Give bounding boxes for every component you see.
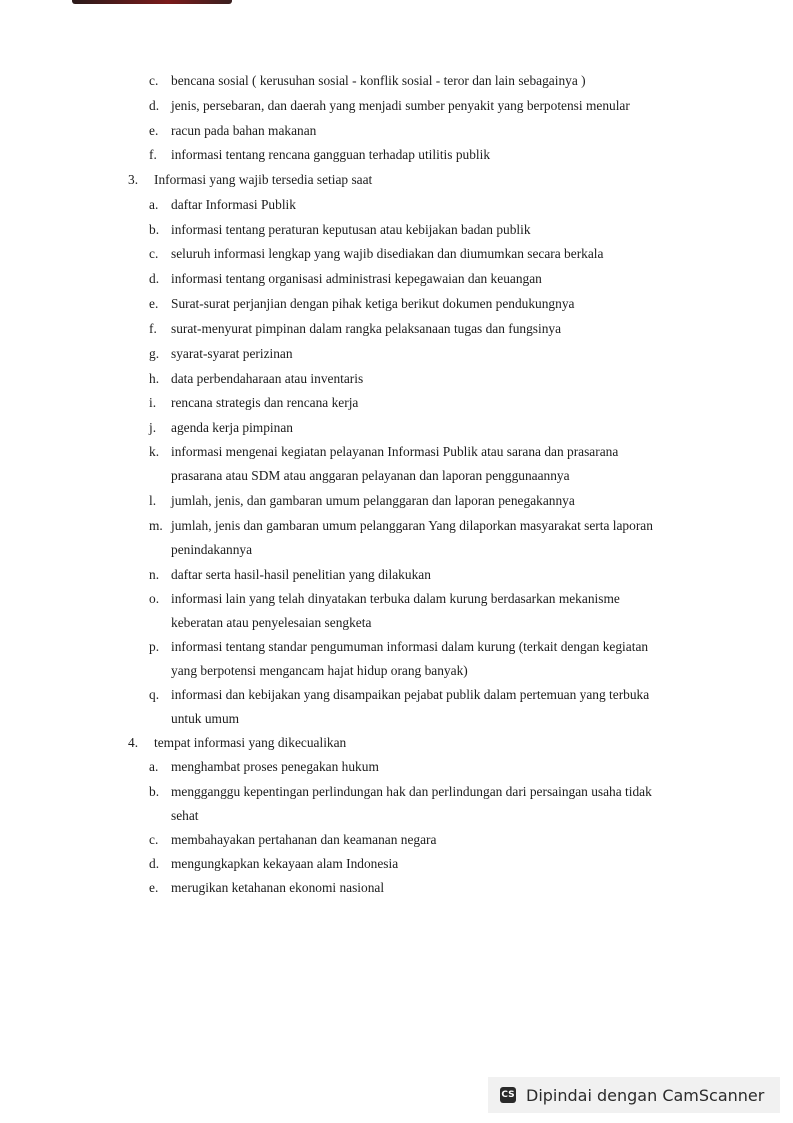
list-item <box>149 295 574 313</box>
list-item <box>149 270 542 288</box>
list-marker: p. <box>149 639 160 654</box>
list-marker: m. <box>149 518 163 533</box>
list-item <box>149 245 603 263</box>
list-marker: f. <box>149 321 157 336</box>
list-item-text: jenis, persebaran, dan daerah yang menjadi sumber penyakit yang berpotensi menular <box>171 98 630 113</box>
list-item-continuation <box>171 807 199 825</box>
list-item-text: rencana strategis dan rencana kerja <box>171 395 359 410</box>
list-item-text: jumlah, jenis, dan gambaran umum pelanggaran dan laporan penegakannya <box>171 493 575 508</box>
section-heading <box>128 734 346 752</box>
list-marker: c. <box>149 73 159 88</box>
list-item-text: membahayakan pertahanan dan keamanan negara <box>171 832 437 847</box>
camscanner-logo-icon: CS <box>500 1087 516 1103</box>
list-item <box>149 345 293 363</box>
list-item <box>149 72 586 90</box>
list-item-text: racun pada bahan makanan <box>171 123 317 138</box>
list-marker: a. <box>149 197 159 212</box>
section-number: 3. <box>128 172 139 187</box>
list-item-text: penindakannya <box>171 542 253 557</box>
list-item-continuation <box>171 662 468 680</box>
list-item-text: daftar Informasi Publik <box>171 197 296 212</box>
list-item <box>149 638 648 656</box>
list-item <box>149 419 293 437</box>
list-item-text: bencana sosial ( kerusuhan sosial - konflik sosial - teror dan lain sebagainya ) <box>171 73 586 88</box>
list-item-text: untuk umum <box>171 711 240 726</box>
list-marker: c. <box>149 246 159 261</box>
list-item-text: informasi tentang rencana gangguan terhadap utilitis publik <box>171 147 491 162</box>
list-item <box>149 443 618 461</box>
list-marker: b. <box>149 784 160 799</box>
list-item <box>149 879 384 897</box>
list-marker: e. <box>149 880 159 895</box>
list-marker: d. <box>149 856 160 871</box>
list-marker: f. <box>149 147 157 162</box>
list-item-text: merugikan ketahanan ekonomi nasional <box>171 880 385 895</box>
watermark-text: Dipindai dengan CamScanner <box>526 1085 765 1105</box>
list-item-text: informasi tentang standar pengumuman informasi dalam kurung (terkait dengan kegiatan <box>171 639 649 654</box>
list-marker: e. <box>149 296 159 311</box>
list-marker: e. <box>149 123 159 138</box>
list-item-text: surat-menyurat pimpinan dalam rangka pelaksanaan tugas dan fungsinya <box>171 321 562 336</box>
list-item <box>149 566 431 584</box>
list-marker: i. <box>149 395 157 410</box>
list-item <box>149 196 296 214</box>
scan-edge-mark <box>72 0 232 4</box>
camscanner-watermark <box>488 1077 780 1113</box>
list-item <box>149 221 531 239</box>
list-marker: q. <box>149 687 160 702</box>
list-item-continuation <box>171 710 239 728</box>
list-marker: a. <box>149 759 159 774</box>
list-item <box>149 394 358 412</box>
section-title: tempat informasi yang dikecualikan <box>154 735 347 750</box>
list-item-continuation <box>171 467 570 485</box>
list-marker: d. <box>149 271 160 286</box>
list-item-text: prasarana atau SDM atau anggaran pelayanan dan laporan penggunaannya <box>171 468 570 483</box>
list-item <box>149 146 490 164</box>
list-item <box>149 517 653 535</box>
list-marker: k. <box>149 444 160 459</box>
list-item-continuation <box>171 614 371 632</box>
section-heading <box>128 171 372 189</box>
list-marker: d. <box>149 98 160 113</box>
list-item <box>149 320 561 338</box>
list-marker: n. <box>149 567 160 582</box>
list-item-text: mengganggu kepentingan perlindungan hak dan perlindungan dari persaingan usaha tidak <box>171 784 652 799</box>
list-item-text: agenda kerja pimpinan <box>171 420 293 435</box>
list-marker: g. <box>149 346 160 361</box>
list-marker: j. <box>149 420 157 435</box>
list-item-text: informasi lain yang telah dinyatakan terbuka dalam kurung berdasarkan mekanisme <box>171 591 620 606</box>
list-item <box>149 686 649 704</box>
list-item-text: keberatan atau penyelesaian sengketa <box>171 615 372 630</box>
list-item-text: informasi mengenai kegiatan pelayanan Informasi Publik atau sarana dan prasarana <box>171 444 619 459</box>
list-marker: c. <box>149 832 159 847</box>
list-marker: o. <box>149 591 160 606</box>
list-item <box>149 831 436 849</box>
list-item-text: informasi dan kebijakan yang disampaikan pejabat publik dalam pertemuan yang terbuka <box>171 687 650 702</box>
list-item-text: jumlah, jenis dan gambaran umum pelanggaran Yang dilaporkan masyarakat serta laporan <box>171 518 653 533</box>
section-title: Informasi yang wajib tersedia setiap saat <box>154 172 373 187</box>
list-item-text: daftar serta hasil-hasil penelitian yang dilakukan <box>171 567 431 582</box>
list-item <box>149 855 398 873</box>
list-marker: b. <box>149 222 160 237</box>
list-item-text: informasi tentang organisasi administrasi kepegawaian dan keuangan <box>171 271 542 286</box>
list-item <box>149 122 316 140</box>
section-number: 4. <box>128 735 139 750</box>
list-item-text: syarat-syarat perizinan <box>171 346 293 361</box>
list-item-text: Surat-surat perjanjian dengan pihak ketiga berikut dokumen pendukungnya <box>171 296 575 311</box>
list-item-text: yang berpotensi mengancam hajat hidup orang banyak) <box>171 663 468 678</box>
list-item-text: data perbendaharaan atau inventaris <box>171 371 364 386</box>
list-item <box>149 492 575 510</box>
list-item-text: seluruh informasi lengkap yang wajib disediakan dan diumumkan secara berkala <box>171 246 604 261</box>
list-marker: l. <box>149 493 157 508</box>
list-item <box>149 758 379 776</box>
list-item-continuation <box>171 541 252 559</box>
list-item-text: mengungkapkan kekayaan alam Indonesia <box>171 856 399 871</box>
list-item <box>149 783 652 801</box>
list-item-text: sehat <box>171 808 199 823</box>
list-item <box>149 590 620 608</box>
list-item <box>149 370 363 388</box>
list-item-text: menghambat proses penegakan hukum <box>171 759 379 774</box>
list-marker: h. <box>149 371 160 386</box>
list-item-text: informasi tentang peraturan keputusan atau kebijakan badan publik <box>171 222 531 237</box>
list-item <box>149 97 630 115</box>
